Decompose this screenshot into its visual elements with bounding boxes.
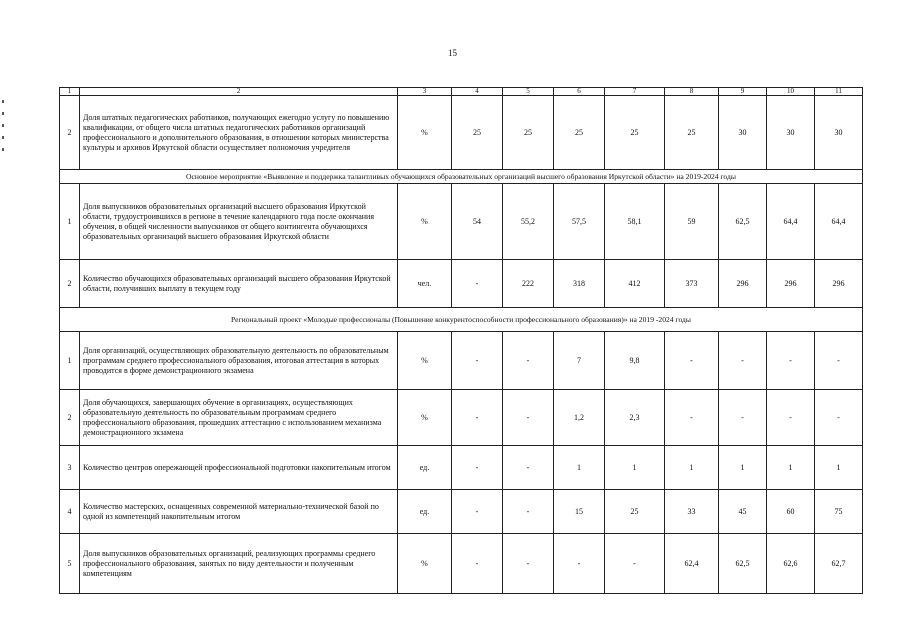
value-cell: - xyxy=(815,390,863,446)
value-cell: 58,1 xyxy=(605,184,665,260)
column-header-cell: 7 xyxy=(605,88,665,96)
row-number: 1 xyxy=(60,332,80,390)
value-cell: - xyxy=(503,534,554,594)
value-cell: - xyxy=(503,490,554,534)
unit-cell: % xyxy=(398,390,452,446)
value-cell: - xyxy=(719,332,767,390)
row-number: 3 xyxy=(60,446,80,490)
column-header-cell: 6 xyxy=(554,88,605,96)
value-cell: - xyxy=(767,390,815,446)
value-cell: 1 xyxy=(815,446,863,490)
unit-cell: % xyxy=(398,184,452,260)
unit-cell: ед. xyxy=(398,490,452,534)
row-number: 2 xyxy=(60,390,80,446)
indicator-description: Количество центров опережающей профессиональной подготовки накопительным итогом xyxy=(80,446,398,490)
column-header-cell: 4 xyxy=(452,88,503,96)
value-cell: 25 xyxy=(554,96,605,170)
section-row xyxy=(60,308,863,332)
unit-cell: % xyxy=(398,332,452,390)
value-cell: 1,2 xyxy=(554,390,605,446)
value-cell: 412 xyxy=(605,260,665,308)
value-cell: 64,4 xyxy=(767,184,815,260)
table-row xyxy=(60,534,863,594)
value-cell: 30 xyxy=(815,96,863,170)
value-cell: 75 xyxy=(815,490,863,534)
unit-cell: % xyxy=(398,534,452,594)
value-cell: - xyxy=(452,332,503,390)
value-cell: 59 xyxy=(665,184,719,260)
value-cell: 57,5 xyxy=(554,184,605,260)
column-header-cell: 9 xyxy=(719,88,767,96)
row-number: 1 xyxy=(60,184,80,260)
value-cell: - xyxy=(719,390,767,446)
value-cell: 1 xyxy=(767,446,815,490)
column-header-cell: 5 xyxy=(503,88,554,96)
indicator-description: Доля выпускников образовательных организаций, реализующих программы среднего профессионального образования, занятых по виду деятельности и полученным компетенциям xyxy=(80,534,398,594)
row-number: 4 xyxy=(60,490,80,534)
value-cell: - xyxy=(452,446,503,490)
value-cell: 296 xyxy=(719,260,767,308)
indicator-description: Доля обучающихся, завершающих обучение в организациях, осуществляющих образовательную деятельность по образовательным программам среднего профессионального образования, прошедших аттестацию с использованием механизма демонстрационного экзамена xyxy=(80,390,398,446)
value-cell: 296 xyxy=(815,260,863,308)
value-cell: 30 xyxy=(719,96,767,170)
value-cell: 15 xyxy=(554,490,605,534)
value-cell: 64,4 xyxy=(815,184,863,260)
value-cell: - xyxy=(452,490,503,534)
table-row xyxy=(60,96,863,170)
value-cell: 25 xyxy=(605,96,665,170)
table-row xyxy=(60,446,863,490)
value-cell: 25 xyxy=(503,96,554,170)
value-cell: - xyxy=(767,332,815,390)
section-row xyxy=(60,170,863,184)
value-cell: 62,7 xyxy=(815,534,863,594)
value-cell: 2,3 xyxy=(605,390,665,446)
column-header-cell: 3 xyxy=(398,88,452,96)
indicator-description: Доля выпускников образовательных организаций высшего образования Иркутской области, трудоустроившихся в регионе в течение календарного года после окончания обучения, в общей численности выпускников от общего контингента обучающихся образовательных организаций высшего образования Иркутской области xyxy=(80,184,398,260)
row-number: 2 xyxy=(60,96,80,170)
section-title: Основное мероприятие «Выявление и поддержка талантливых обучающихся образовательных организаций высшего образования Иркутской области» на 2019-2024 годы xyxy=(60,170,863,184)
value-cell: 1 xyxy=(665,446,719,490)
value-cell: 296 xyxy=(767,260,815,308)
column-header-row xyxy=(60,88,863,96)
value-cell: 45 xyxy=(719,490,767,534)
indicators-table xyxy=(59,87,863,594)
value-cell: - xyxy=(605,534,665,594)
value-cell: - xyxy=(665,390,719,446)
value-cell: 62,4 xyxy=(665,534,719,594)
value-cell: 62,6 xyxy=(767,534,815,594)
value-cell: 7 xyxy=(554,332,605,390)
indicator-description: Доля штатных педагогических работников, получающих ежегодно услугу по повышению квалификации, от общего числа штатных педагогических работников организаций профессионального и дополнительного образования, в отношении которых министерства культуры и архивов Иркутской области осуществляет полномочия учредителя xyxy=(80,96,398,170)
value-cell: 1 xyxy=(554,446,605,490)
value-cell: 25 xyxy=(665,96,719,170)
value-cell: 25 xyxy=(605,490,665,534)
value-cell: - xyxy=(503,332,554,390)
margin-marks xyxy=(2,100,5,160)
value-cell: 55,2 xyxy=(503,184,554,260)
value-cell: 62,5 xyxy=(719,534,767,594)
row-number: 5 xyxy=(60,534,80,594)
value-cell: - xyxy=(452,534,503,594)
table-row xyxy=(60,260,863,308)
value-cell: - xyxy=(665,332,719,390)
unit-cell: чел. xyxy=(398,260,452,308)
value-cell: 222 xyxy=(503,260,554,308)
value-cell: 318 xyxy=(554,260,605,308)
value-cell: - xyxy=(452,260,503,308)
column-header-cell: 10 xyxy=(767,88,815,96)
value-cell: 25 xyxy=(452,96,503,170)
column-header-cell: 11 xyxy=(815,88,863,96)
table-row xyxy=(60,332,863,390)
column-header-cell: 8 xyxy=(665,88,719,96)
unit-cell: ед. xyxy=(398,446,452,490)
value-cell: 33 xyxy=(665,490,719,534)
column-header-cell: 2 xyxy=(80,88,398,96)
table-row xyxy=(60,184,863,260)
value-cell: 9,8 xyxy=(605,332,665,390)
value-cell: - xyxy=(503,446,554,490)
unit-cell: % xyxy=(398,96,452,170)
value-cell: - xyxy=(452,390,503,446)
indicator-description: Количество мастерских, оснащенных современной материально-технической базой по одной из компетенций накопительным итогом xyxy=(80,490,398,534)
indicator-description: Количество обучающихся образовательных организаций высшего образования Иркутской области, получивших выплату в текущем году xyxy=(80,260,398,308)
value-cell: 62,5 xyxy=(719,184,767,260)
value-cell: - xyxy=(503,390,554,446)
value-cell: 54 xyxy=(452,184,503,260)
value-cell: - xyxy=(554,534,605,594)
page-number: 15 xyxy=(448,48,457,58)
value-cell: 60 xyxy=(767,490,815,534)
row-number: 2 xyxy=(60,260,80,308)
indicator-description: Доля организаций, осуществляющих образовательную деятельность по образовательным программам среднего профессионального образования, итоговая аттестация в которых проводится в форме демонстрационного экзамена xyxy=(80,332,398,390)
table-row xyxy=(60,390,863,446)
section-title: Региональный проект «Молодые профессионалы (Повышение конкурентоспособности профессионального образования)» на 2019 -2024 годы xyxy=(60,308,863,332)
value-cell: - xyxy=(815,332,863,390)
column-header-cell: 1 xyxy=(60,88,80,96)
value-cell: 1 xyxy=(605,446,665,490)
value-cell: 373 xyxy=(665,260,719,308)
value-cell: 1 xyxy=(719,446,767,490)
table-row xyxy=(60,490,863,534)
value-cell: 30 xyxy=(767,96,815,170)
